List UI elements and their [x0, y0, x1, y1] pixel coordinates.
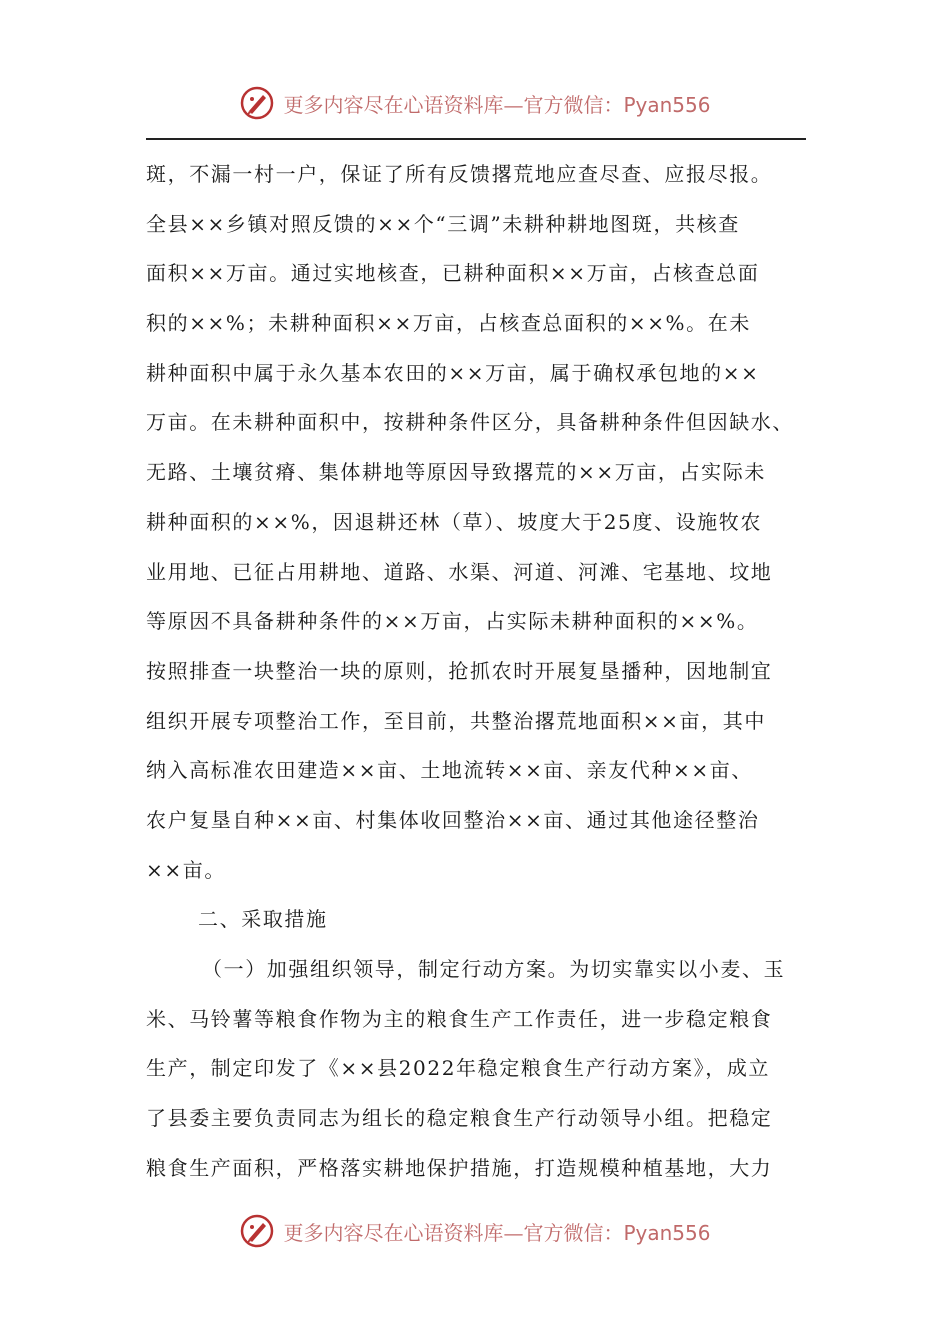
body-line: 面积××万亩。通过实地核查，已耕种面积××万亩，占核查总面 [146, 261, 760, 286]
body-line: 农户复垦自种××亩、村集体收回整治××亩、通过其他途径整治 [146, 807, 760, 832]
body-line: 组织开展专项整治工作，至目前，共整治撂荒地面积××亩，其中 [146, 708, 766, 733]
footer-banner-dash: — [503, 1220, 524, 1245]
section-line: （一）加强组织领导，制定行动方案。为切实靠实以小麦、玉 [202, 957, 786, 981]
footer-banner-text [283, 1217, 710, 1246]
section-line: 米、马铃薯等粮食作物为主的粮食生产工作责任，进一步稳定粮食 [146, 1006, 773, 1031]
header-banner-wechat: 官方微信：Pyan556 [523, 92, 711, 117]
section-line: 生产，制定印发了《××县2022年稳定粮食生产行动方案》，成立 [146, 1056, 771, 1081]
section-line: 了县委主要负责同志为组长的稳定粮食生产行动领导小组。把稳定 [146, 1106, 773, 1131]
header-banner [0, 80, 950, 126]
header-banner-text [283, 89, 710, 118]
footer-banner-wechat: 官方微信：Pyan556 [523, 1220, 711, 1245]
footer-banner [0, 1208, 950, 1254]
pen-logo-icon [239, 85, 275, 121]
header-banner-main: 更多内容尽在心语资料库 [283, 92, 504, 117]
section-line: 粮食生产面积，严格落实耕地保护措施，打造规模种植基地，大力 [146, 1155, 773, 1180]
footer-banner-main: 更多内容尽在心语资料库 [283, 1220, 504, 1245]
body-line: 纳入高标准农田建造××亩、土地流转××亩、亲友代种××亩、 [146, 758, 753, 783]
body-line: 全县××乡镇对照反馈的××个“三调”未耕种耕地图斑，共核查 [146, 211, 740, 236]
document-body [146, 150, 816, 1193]
pen-logo-icon [239, 1213, 275, 1249]
header-banner-dash: — [503, 92, 524, 117]
section-heading: 二、采取措施 [198, 907, 328, 932]
body-line: 无路、土壤贫瘠、集体耕地等原因导致撂荒的××万亩，占实际未 [146, 460, 766, 485]
body-line: ××亩。 [146, 857, 226, 882]
body-line: 按照排查一块整治一块的原则，抢抓农时开展复垦播种，因地制宜 [146, 658, 773, 683]
body-line: 耕种面积的××%，因退耕还林（草）、坡度大于25度、设施牧农 [146, 509, 762, 534]
body-line: 斑，不漏一村一户，保证了所有反馈撂荒地应查尽查、应报尽报。 [146, 162, 773, 186]
body-line: 积的××%；未耕种面积××万亩，占核查总面积的××%。在未 [146, 311, 751, 336]
body-line: 业用地、已征占用耕地、道路、水渠、河道、河滩、宅基地、坟地 [146, 559, 773, 584]
header-rule [146, 138, 806, 140]
body-line: 万亩。在未耕种面积中，按耕种条件区分，具备耕种条件但因缺水、 [146, 410, 794, 435]
body-line: 等原因不具备耕种条件的××万亩，占实际未耕种面积的××%。 [146, 609, 759, 634]
body-line: 耕种面积中属于永久基本农田的××万亩，属于确权承包地的×× [146, 360, 760, 385]
